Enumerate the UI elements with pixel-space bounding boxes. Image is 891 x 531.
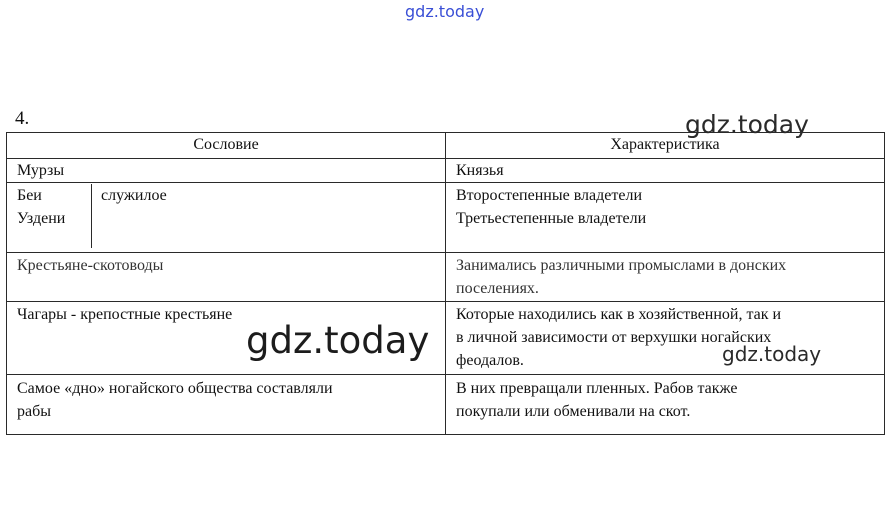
header-estate: Сословие — [7, 133, 446, 159]
char-line: в личной зависимости от верхушки ногайских — [456, 329, 772, 346]
table-row — [7, 375, 885, 435]
watermark-small: gdz.today — [722, 342, 822, 366]
table-header-row — [7, 133, 885, 159]
cell-char-murzy: Князья — [446, 159, 885, 183]
cell-estate-krestyane: Крестьяне-скотоводы — [7, 253, 446, 302]
qualifier-sluzhiloe: служилое — [101, 187, 167, 204]
cell-estate-dno — [7, 375, 446, 435]
estate-line: Самое «дно» ногайского общества составляли — [17, 380, 333, 397]
task-number: 4. — [15, 108, 30, 129]
char-line: Занимались различными промыслами в донских — [456, 257, 787, 274]
table-row — [7, 159, 885, 183]
cell-char-bei — [446, 183, 885, 253]
estate-line: рабы — [17, 403, 51, 420]
cell-estate-murzy: Мурзы — [7, 159, 446, 183]
cell-estate-bei — [7, 183, 446, 253]
cell-char-dno — [446, 375, 885, 435]
char-line: Второстепенные владетели — [456, 187, 642, 204]
char-line: поселениях. — [456, 280, 539, 297]
table-row — [7, 253, 885, 302]
cell-char-krestyane — [446, 253, 885, 302]
char-line: покупали или обменивали на скот. — [456, 403, 691, 420]
char-line: Которые находились как в хозяйственной, так и — [456, 306, 782, 323]
cell-estate-chagary: Чагары - крепостные крестьяне — [7, 302, 446, 375]
watermark-right: gdz.today — [685, 110, 809, 139]
char-line: В них превращали пленных. Рабов также — [456, 380, 738, 397]
watermark-center: gdz.today — [246, 319, 430, 362]
table-row — [7, 183, 885, 253]
watermark-top: gdz.today — [405, 2, 485, 21]
header-characteristic: Характеристика — [446, 133, 885, 159]
char-line: Третьестепенные владетели — [456, 210, 647, 227]
bei-uzdeni-group — [17, 184, 92, 248]
estate-uzdeni: Уздени — [17, 210, 66, 227]
estate-bei: Беи — [17, 187, 42, 204]
char-line: феодалов. — [456, 352, 524, 369]
estates-table — [6, 132, 885, 435]
